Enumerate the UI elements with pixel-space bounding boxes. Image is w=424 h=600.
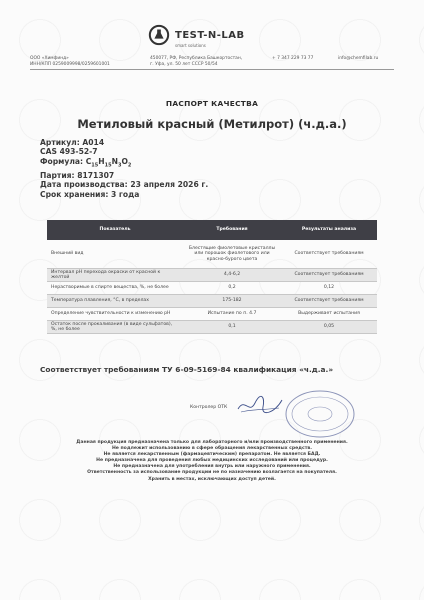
flask-logo-icon [148, 24, 170, 46]
company-stamp [283, 388, 357, 440]
table-cell: 0,12 [281, 282, 377, 295]
col-header-requirements: Требования [183, 220, 281, 240]
table-row [47, 282, 377, 295]
table-cell: Соответствует требованиям [281, 269, 377, 282]
table-header-row [47, 220, 377, 240]
shelf-life-line: Срок хранения: 3 года [40, 189, 140, 199]
conformity-statement: Соответствует требованиям ТУ 6-09-5169-84 квалификация «ч.д.а.» [40, 365, 334, 374]
table-cell: Внешний вид [47, 240, 183, 269]
table-row [47, 240, 377, 269]
header-address-line1: 450077, РФ, Республика Башкортостан, [150, 56, 243, 61]
table-cell: 0,1 [183, 321, 281, 334]
disclaimer-line: Не является лекарственным (фармацевтическим) препаратом. Не является БАД. [103, 452, 321, 458]
table-cell: 0,2 [183, 282, 281, 295]
document-title: ПАСПОРТ КАЧЕСТВА [165, 99, 259, 108]
header-email: info@chemfilab.ru [338, 56, 379, 61]
table-cell: Определение чувствительности к изменению pH [47, 308, 183, 321]
table-cell: 175-182 [183, 295, 281, 308]
table-cell: Соответствует требованиям [281, 240, 377, 269]
table-cell: Выдерживает испытания [281, 308, 377, 321]
logo-tagline: smart solutions [175, 42, 206, 48]
disclaimer-line: Не предназначена для употребления внутрь или наружного применения. [113, 464, 311, 470]
product-name: Метиловый красный (Метилрот) (ч.д.а.) [77, 117, 347, 131]
disclaimer-line: Ответственность за использование продукции не по назначению возлагается на покупателя. [87, 470, 337, 476]
col-header-results: Результаты анализа [281, 220, 377, 240]
table-cell: Соответствует требованиям [281, 295, 377, 308]
header-phone: + 7 347 229 73 77 [272, 56, 314, 61]
table-cell: Блестящие фиолетовые кристаллы или порошок фиолетового или красно-бурого цвета [183, 240, 281, 269]
header-company-name: ООО «Химфинд» [30, 56, 69, 61]
handwritten-signature [235, 393, 285, 417]
production-date-line: Дата производства: 23 апреля 2026 г. [40, 180, 209, 190]
product-info [40, 138, 208, 199]
disclaimer-line: Данная продукция предназначена только для лабораторного и/или производственного применения. [76, 440, 348, 445]
analysis-table [47, 220, 377, 334]
article-line: Артикул: A014 [40, 138, 105, 147]
logo-name: TEST-N-LAB [175, 29, 245, 41]
batch-line: Партия: 8171307 [40, 170, 115, 180]
table-cell: Температура плавления, °С, в пределах [47, 295, 183, 308]
disclaimer-line: Не предназначена для проведения любых медицинских исследований или процедур. [96, 458, 328, 464]
table-row [47, 295, 377, 308]
header-address-line2: г. Уфа, ул. 50 лет СССР 50/54 [150, 62, 218, 67]
header-divider [30, 69, 394, 70]
table-row [47, 269, 377, 282]
disclaimer-line: Хранить в местах, исключающих доступ детей. [148, 476, 276, 482]
table-cell: Нерастворимые в спирте вещества, %, не более [47, 282, 183, 295]
cas-line: CAS 493-52-7 [40, 147, 98, 157]
table-cell: Остаток после прокаливания (в виде сульфатов), %, не более [47, 321, 183, 334]
table-cell: 0,05 [281, 321, 377, 334]
col-header-parameter: Показатель [47, 220, 183, 240]
table-row [47, 321, 377, 334]
disclaimer [60, 440, 364, 483]
header-company-block [30, 56, 110, 68]
disclaimer-line: Не подлежит использованию в сфере обращения лекарственных средств. [111, 446, 313, 452]
table-row [47, 308, 377, 321]
header-company-ids: ИНН/КПП 0259009998/0259601001 [30, 62, 110, 67]
table-cell: Испытание по п. 4.7 [183, 308, 281, 321]
table-cell: Интервал pH перехода окраски от красной к желтой [47, 269, 183, 282]
header-address-block [150, 56, 242, 68]
signature-label: Контролер ОТК [190, 405, 228, 410]
company-logo [148, 20, 278, 50]
table-cell: 4,4-6,2 [183, 269, 281, 282]
formula-line: Формула: $C_{15}H_{15}N_3O_2$ [40, 156, 132, 169]
